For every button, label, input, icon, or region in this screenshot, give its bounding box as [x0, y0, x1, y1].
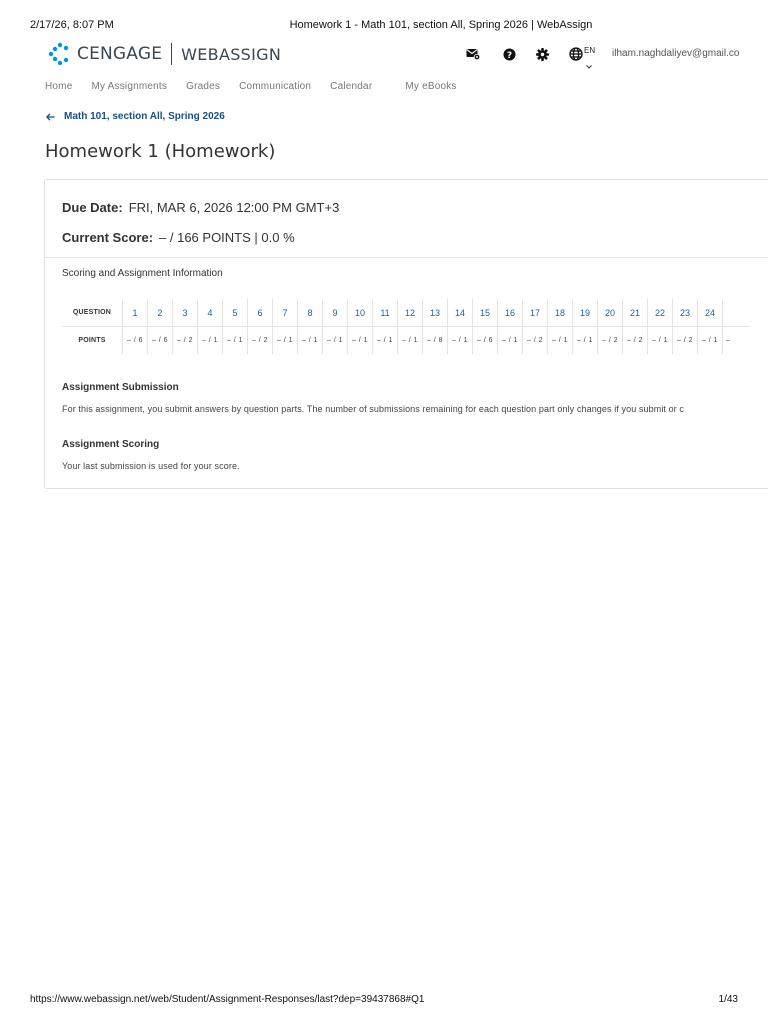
question-points: – / 1 — [323, 327, 348, 355]
nav-home[interactable]: Home — [45, 81, 73, 92]
question-points: – / 1 — [198, 327, 223, 355]
print-datetime: 2/17/26, 8:07 PM — [30, 19, 114, 31]
submission-body: For this assignment, you submit answers by question parts. The number of submissions remaining for each question part only changes if you submit or c — [62, 404, 685, 414]
question-points-table — [62, 299, 750, 354]
question-points: – / 1 — [298, 327, 323, 355]
print-url: https://www.webassign.net/web/Student/Assignment-Responses/last?dep=39437868#Q1 — [30, 994, 425, 1005]
nav-calendar[interactable]: Calendar — [330, 81, 373, 92]
question-link[interactable]: 12 — [398, 299, 423, 327]
main-nav — [45, 81, 476, 92]
question-link[interactable]: 7 — [273, 299, 298, 327]
nav-communication[interactable]: Communication — [239, 81, 312, 92]
question-link[interactable]: 21 — [623, 299, 648, 327]
question-link[interactable]: 23 — [673, 299, 698, 327]
question-points: – / 2 — [673, 327, 698, 355]
question-points: – / 2 — [173, 327, 198, 355]
question-points: – / 1 — [648, 327, 673, 355]
question-points: – / 6 — [473, 327, 498, 355]
scoring-info-heading: Scoring and Assignment Information — [62, 268, 223, 279]
arrow-left-icon — [46, 113, 55, 121]
globe-icon[interactable] — [568, 46, 584, 62]
question-row-label: QUESTION — [62, 299, 123, 327]
question-link[interactable]: 2 — [148, 299, 173, 327]
current-score — [62, 230, 295, 245]
question-link[interactable]: 5 — [223, 299, 248, 327]
question-link[interactable]: 1 — [123, 299, 148, 327]
points-row-label: POINTS — [78, 337, 106, 344]
due-date — [62, 200, 339, 215]
print-page-number: 1/43 — [718, 994, 738, 1005]
due-date-value: FRI, MAR 6, 2026 12:00 PM GMT+3 — [128, 200, 340, 215]
brand-product: WEBASSIGN — [181, 44, 282, 64]
question-link[interactable]: 8 — [298, 299, 323, 327]
question-link[interactable]: 4 — [198, 299, 223, 327]
brand-name: CENGAGE — [77, 44, 163, 64]
question-link[interactable] — [723, 299, 751, 327]
question-points: – / 1 — [573, 327, 598, 355]
question-points: – / 6 — [148, 327, 173, 355]
question-link[interactable]: 18 — [548, 299, 573, 327]
question-link[interactable]: 16 — [498, 299, 523, 327]
nav-my-ebooks[interactable]: My eBooks — [405, 81, 457, 92]
due-date-label: Due Date: — [62, 200, 123, 215]
gear-icon[interactable] — [534, 46, 550, 62]
card-divider — [45, 257, 768, 258]
question-points: – — [723, 327, 751, 355]
question-points: – / 1 — [698, 327, 723, 355]
brand-divider — [171, 43, 172, 65]
question-points: – / 2 — [623, 327, 648, 355]
breadcrumb-back-link[interactable] — [46, 111, 225, 122]
scoring-body: Your last submission is used for your score. — [62, 461, 240, 471]
points-row — [62, 327, 750, 355]
current-score-label: Current Score: — [62, 230, 154, 245]
question-link[interactable]: 6 — [248, 299, 273, 327]
question-link[interactable]: 13 — [423, 299, 448, 327]
question-points: – / 1 — [548, 327, 573, 355]
brand-logo-link[interactable] — [47, 40, 281, 68]
print-page-title: Homework 1 - Math 101, section All, Spring 2026 | WebAssign — [289, 19, 593, 31]
question-link[interactable]: 11 — [373, 299, 398, 327]
question-points: – / 1 — [373, 327, 398, 355]
question-link[interactable]: 15 — [473, 299, 498, 327]
question-points: – / 1 — [448, 327, 473, 355]
question-points: – / 1 — [273, 327, 298, 355]
svg-text:?: ? — [506, 50, 512, 61]
question-points: – / 1 — [223, 327, 248, 355]
submission-title: Assignment Submission — [62, 382, 179, 393]
question-points: – / 2 — [248, 327, 273, 355]
user-email[interactable]: ilham.naghdaliyev@gmail.co — [612, 48, 740, 59]
question-points: – / 1 — [348, 327, 373, 355]
question-points: – / 1 — [498, 327, 523, 355]
mail-settings-icon[interactable] — [465, 46, 481, 62]
question-link[interactable]: 24 — [698, 299, 723, 327]
question-link[interactable]: 22 — [648, 299, 673, 327]
language-code[interactable]: EN — [584, 46, 596, 55]
question-link[interactable]: 17 — [523, 299, 548, 327]
question-points: – / 8 — [423, 327, 448, 355]
scoring-title: Assignment Scoring — [62, 439, 160, 450]
question-points: – / 6 — [123, 327, 148, 355]
breadcrumb-label: Math 101, section All, Spring 2026 — [64, 111, 225, 122]
page-title: Homework 1 (Homework) — [45, 141, 276, 162]
chevron-down-icon[interactable] — [586, 56, 592, 74]
question-points: – / 2 — [598, 327, 623, 355]
question-points: – / 1 — [398, 327, 423, 355]
question-row — [62, 299, 750, 327]
question-link[interactable]: 19 — [573, 299, 598, 327]
question-link[interactable]: 14 — [448, 299, 473, 327]
question-link[interactable]: 3 — [173, 299, 198, 327]
question-link[interactable]: 20 — [598, 299, 623, 327]
question-points: – / 2 — [523, 327, 548, 355]
question-link[interactable]: 10 — [348, 299, 373, 327]
nav-my-assignments[interactable]: My Assignments — [91, 81, 168, 92]
help-icon[interactable] — [501, 46, 517, 62]
nav-grades[interactable]: Grades — [186, 81, 221, 92]
cengage-logo-icon — [47, 42, 71, 66]
question-link[interactable]: 9 — [323, 299, 348, 327]
current-score-value: – / 166 POINTS | 0.0 % — [159, 230, 295, 245]
